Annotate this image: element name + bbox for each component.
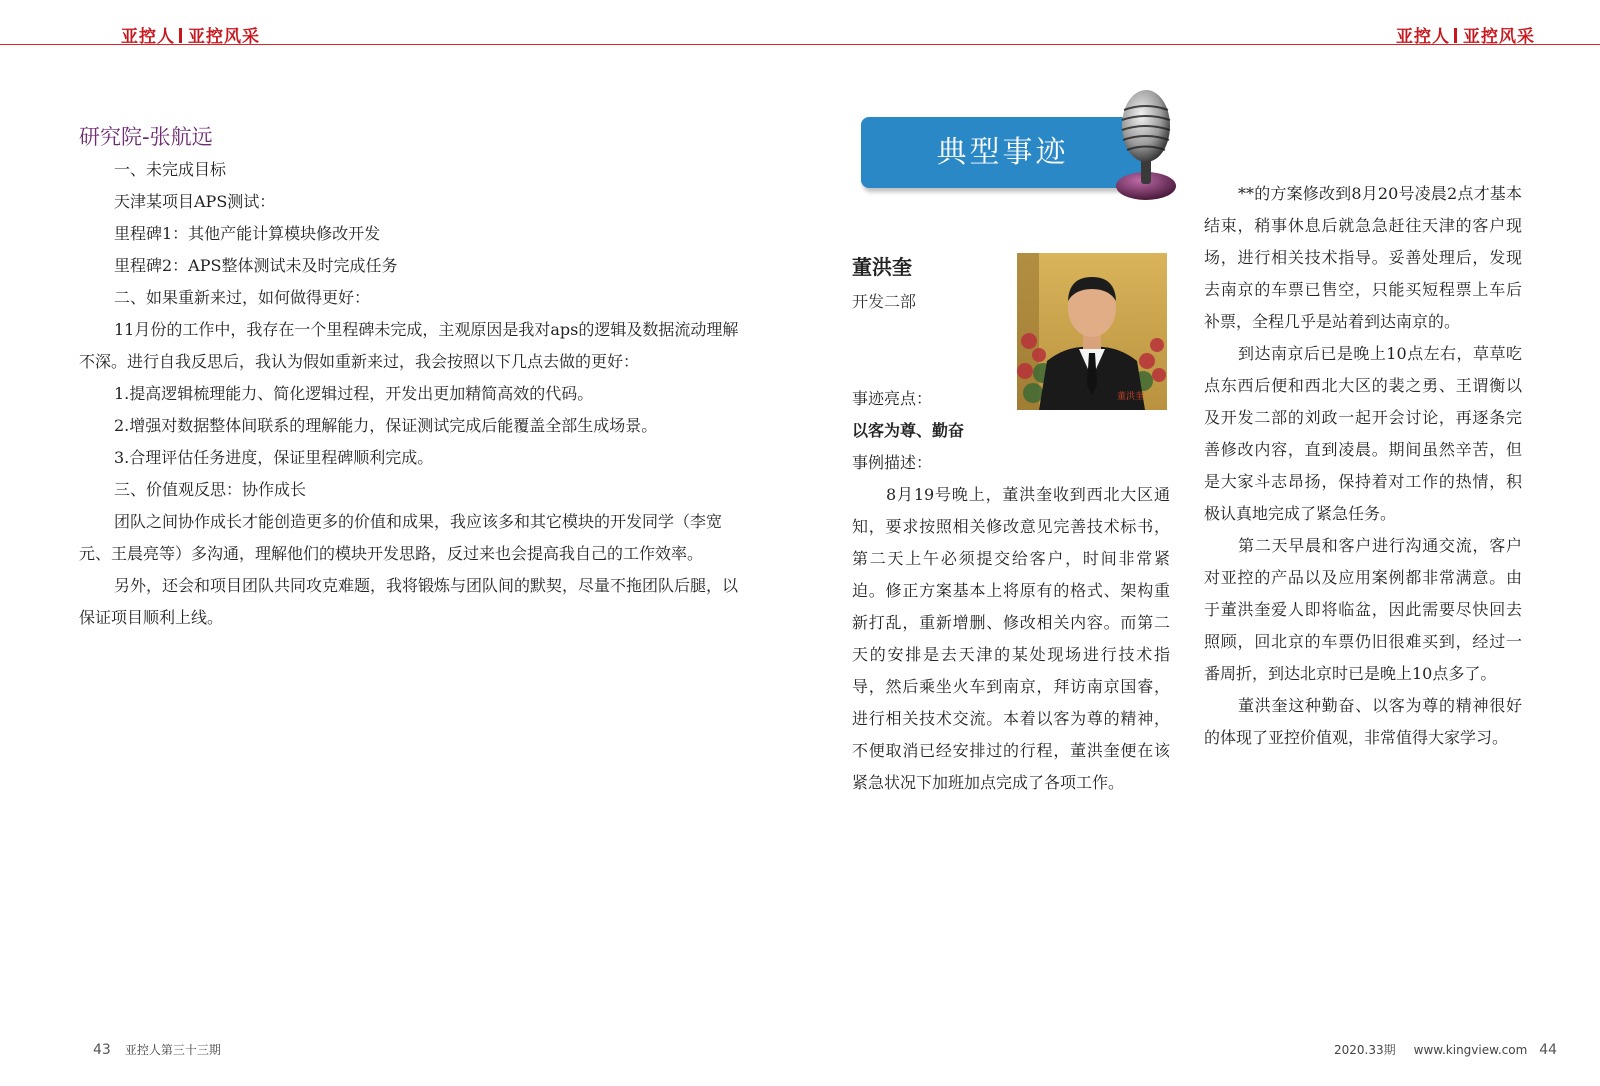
paragraph: 3.合理评估任务进度，保证里程碑顺利完成。: [114, 448, 434, 467]
description-label: 事例描述：: [852, 453, 933, 472]
website-link[interactable]: www.kingview.com: [1413, 1043, 1528, 1057]
paragraph: 天津某项目APS测试：: [114, 192, 276, 211]
paragraph: 另外，还会和项目团队共同攻克难题，我将锻炼与团队间的默契，尽量不拖团队后腿，以保证项目顺利上线。: [79, 576, 739, 627]
paragraph: 里程碑2：APS整体测试未及时完成任务: [114, 256, 398, 275]
header-brand-right: [1396, 22, 1535, 47]
article-body: [79, 154, 747, 634]
paragraph: 里程碑1：其他产能计算模块修改开发: [114, 224, 381, 243]
highlight-label: 事迹亮点：: [852, 389, 933, 408]
paragraph: 团队之间协作成长才能创造更多的价值和成果，我应该多和其它模块的开发同学（李宽元、王晨亮等）多沟通，理解他们的模块开发思路，反过来也会提高我自己的工作效率。: [79, 512, 723, 563]
brand-section: 亚控风采: [1463, 27, 1535, 47]
brand-section: 亚控风采: [188, 27, 260, 47]
brand-name: 亚控人: [1396, 27, 1450, 47]
paragraph: 到达南京后已是晚上10点左右，草草吃点东西后便和西北大区的裴之勇、王谓衡以及开发二部的刘政一起开会讨论，再逐条完善修改内容，直到凌晨。期间虽然辛苦，但是大家斗志昂扬，保持着对工作的热情，积极认真地完成了紧急任务。: [1204, 344, 1522, 523]
microphone-icon: [1110, 88, 1182, 202]
banner-title: 典型事迹: [936, 135, 1069, 170]
story-column-right: [1204, 178, 1522, 754]
paragraph: 2.增强对数据整体间联系的理解能力，保证测试完成后能覆盖全部生成场景。: [114, 416, 658, 435]
highlight-value: 以客为尊、勤奋: [852, 421, 965, 440]
photo-caption: 董洪奎: [1117, 392, 1145, 402]
issue-label: 2020.33期: [1334, 1043, 1396, 1057]
paragraph: 一、未完成目标: [114, 160, 227, 179]
highlight-block: [852, 383, 964, 479]
brand-separator: [179, 28, 182, 43]
issue-label: 亚控人第三十三期: [124, 1043, 221, 1057]
page-number: 43: [93, 1042, 111, 1058]
footer-right: [1334, 1041, 1557, 1058]
paragraph: **的方案修改到8月20号凌晨2点才基本结束，稍事休息后就急急赶往天津的客户现场，进行相关技术指导。妥善处理后，发现去南京的车票已售空，只能买短程票上车后补票，全程几乎是站着到达南京的。: [1204, 184, 1522, 331]
paragraph: 二、如果重新来过，如何做得更好：: [114, 288, 371, 307]
footer-left: [93, 1041, 221, 1058]
paragraph: 11月份的工作中，我存在一个里程碑未完成，主观原因是我对aps的逻辑及数据流动理解不深。进行自我反思后，我认为假如重新来过，我会按照以下几点去做的更好：: [79, 320, 739, 371]
person-photo: [1017, 253, 1167, 410]
paragraph: 第二天早晨和客户进行沟通交流，客户对亚控的产品以及应用案例都非常满意。由于董洪奎爱人即将临盆，因此需要尽快回去照顾，回北京的车票仍旧很难买到，经过一番周折，到达北京时已是晚上10点多了。: [1204, 536, 1522, 683]
header-brand-left: [121, 22, 260, 47]
person-department: 开发二部: [852, 292, 917, 311]
story-column-middle: [852, 479, 1170, 799]
section-banner: [861, 117, 1144, 188]
person-name: 董洪奎: [852, 255, 912, 279]
paragraph: 董洪奎这种勤奋、以客为尊的精神很好的体现了亚控价值观，非常值得大家学习。: [1204, 696, 1522, 747]
page-number: 44: [1539, 1042, 1558, 1058]
paragraph: 三、价值观反思：协作成长: [114, 480, 307, 499]
paragraph: 8月19号晚上，董洪奎收到西北大区通知，要求按照相关修改意见完善技术标书，第二天上午必须提交给客户，时间非常紧迫。修正方案基本上将原有的格式、架构重新打乱，重新增删、修改相关内容。而第二天的安排是去天津的某处现场进行技术指导，然后乘坐火车到南京，拜访南京国睿，进行相关技术交流。本着以客为尊的精神，不便取消已经安排过的行程，董洪奎便在该紧急状况下加班加点完成了各项工作。: [852, 485, 1170, 792]
brand-name: 亚控人: [121, 27, 175, 47]
article-title: 研究院-张航远: [79, 125, 213, 149]
brand-separator: [1454, 28, 1457, 43]
paragraph: 1.提高逻辑梳理能力、简化逻辑过程，开发出更加精简高效的代码。: [114, 384, 594, 403]
